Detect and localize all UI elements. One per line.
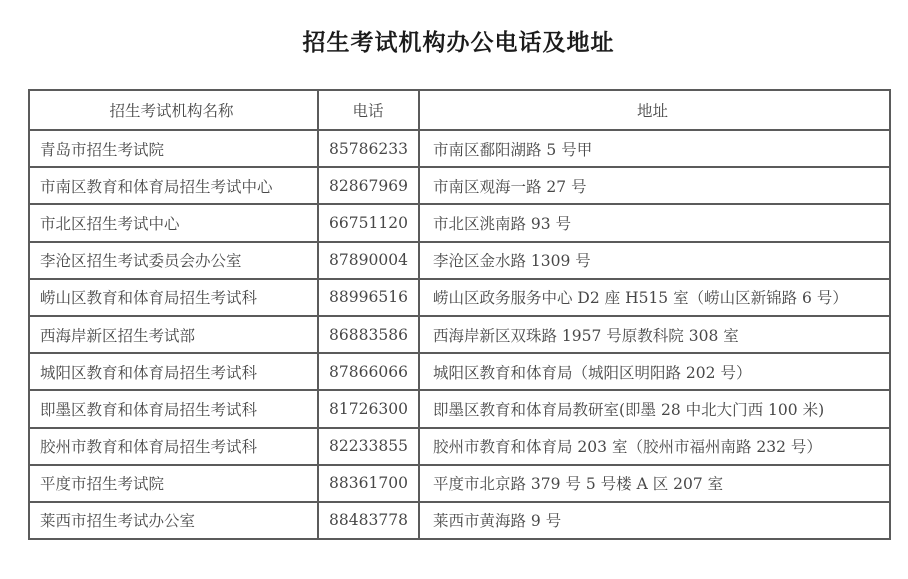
cell-phone: 87866066 [318, 353, 419, 390]
table-row [29, 167, 890, 204]
table-row [29, 130, 890, 167]
cell-name: 莱西市招生考试办公室 [29, 502, 318, 539]
header-cell-phone: 电话 [318, 90, 419, 130]
table-row [29, 390, 890, 427]
cell-phone: 88483778 [318, 502, 419, 539]
cell-address: 市南区鄱阳湖路 5 号甲 [419, 130, 890, 167]
table-row [29, 242, 890, 279]
cell-address: 西海岸新区双珠路 1957 号原教科院 308 室 [419, 316, 890, 353]
cell-address: 胶州市教育和体育局 203 室（胶州市福州南路 232 号） [419, 428, 890, 465]
table-row [29, 428, 890, 465]
table-row [29, 279, 890, 316]
cell-address: 即墨区教育和体育局教研室(即墨 28 中北大门西 100 米) [419, 390, 890, 427]
cell-address: 市北区洮南路 93 号 [419, 204, 890, 241]
table-header [29, 90, 890, 130]
cell-phone: 86883586 [318, 316, 419, 353]
cell-phone: 81726300 [318, 390, 419, 427]
cell-name: 市南区教育和体育局招生考试中心 [29, 167, 318, 204]
cell-name: 青岛市招生考试院 [29, 130, 318, 167]
cell-name: 即墨区教育和体育局招生考试科 [29, 390, 318, 427]
cell-address: 平度市北京路 379 号 5 号楼 A 区 207 室 [419, 465, 890, 502]
table-body [29, 130, 890, 539]
table-row [29, 204, 890, 241]
table-row [29, 465, 890, 502]
contact-table [28, 89, 891, 540]
page-title: 招生考试机构办公电话及地址 [302, 29, 615, 56]
cell-phone: 82233855 [318, 428, 419, 465]
cell-address: 城阳区教育和体育局（城阳区明阳路 202 号） [419, 353, 890, 390]
cell-phone: 82867969 [318, 167, 419, 204]
table-row [29, 353, 890, 390]
cell-phone: 88996516 [318, 279, 419, 316]
cell-name: 平度市招生考试院 [29, 465, 318, 502]
cell-name: 城阳区教育和体育局招生考试科 [29, 353, 318, 390]
cell-address: 李沧区金水路 1309 号 [419, 242, 890, 279]
cell-name: 胶州市教育和体育局招生考试科 [29, 428, 318, 465]
table-row [29, 502, 890, 539]
cell-address: 市南区观海一路 27 号 [419, 167, 890, 204]
cell-address: 莱西市黄海路 9 号 [419, 502, 890, 539]
cell-phone: 88361700 [318, 465, 419, 502]
cell-name: 西海岸新区招生考试部 [29, 316, 318, 353]
header-cell-name: 招生考试机构名称 [29, 90, 318, 130]
cell-name: 崂山区教育和体育局招生考试科 [29, 279, 318, 316]
cell-phone: 87890004 [318, 242, 419, 279]
cell-name: 市北区招生考试中心 [29, 204, 318, 241]
cell-address: 崂山区政务服务中心 D2 座 H515 室（崂山区新锦路 6 号） [419, 279, 890, 316]
cell-phone: 66751120 [318, 204, 419, 241]
cell-name: 李沧区招生考试委员会办公室 [29, 242, 318, 279]
cell-phone: 85786233 [318, 130, 419, 167]
table-header-row [29, 90, 890, 130]
header-cell-address: 地址 [419, 90, 890, 130]
table-row [29, 316, 890, 353]
